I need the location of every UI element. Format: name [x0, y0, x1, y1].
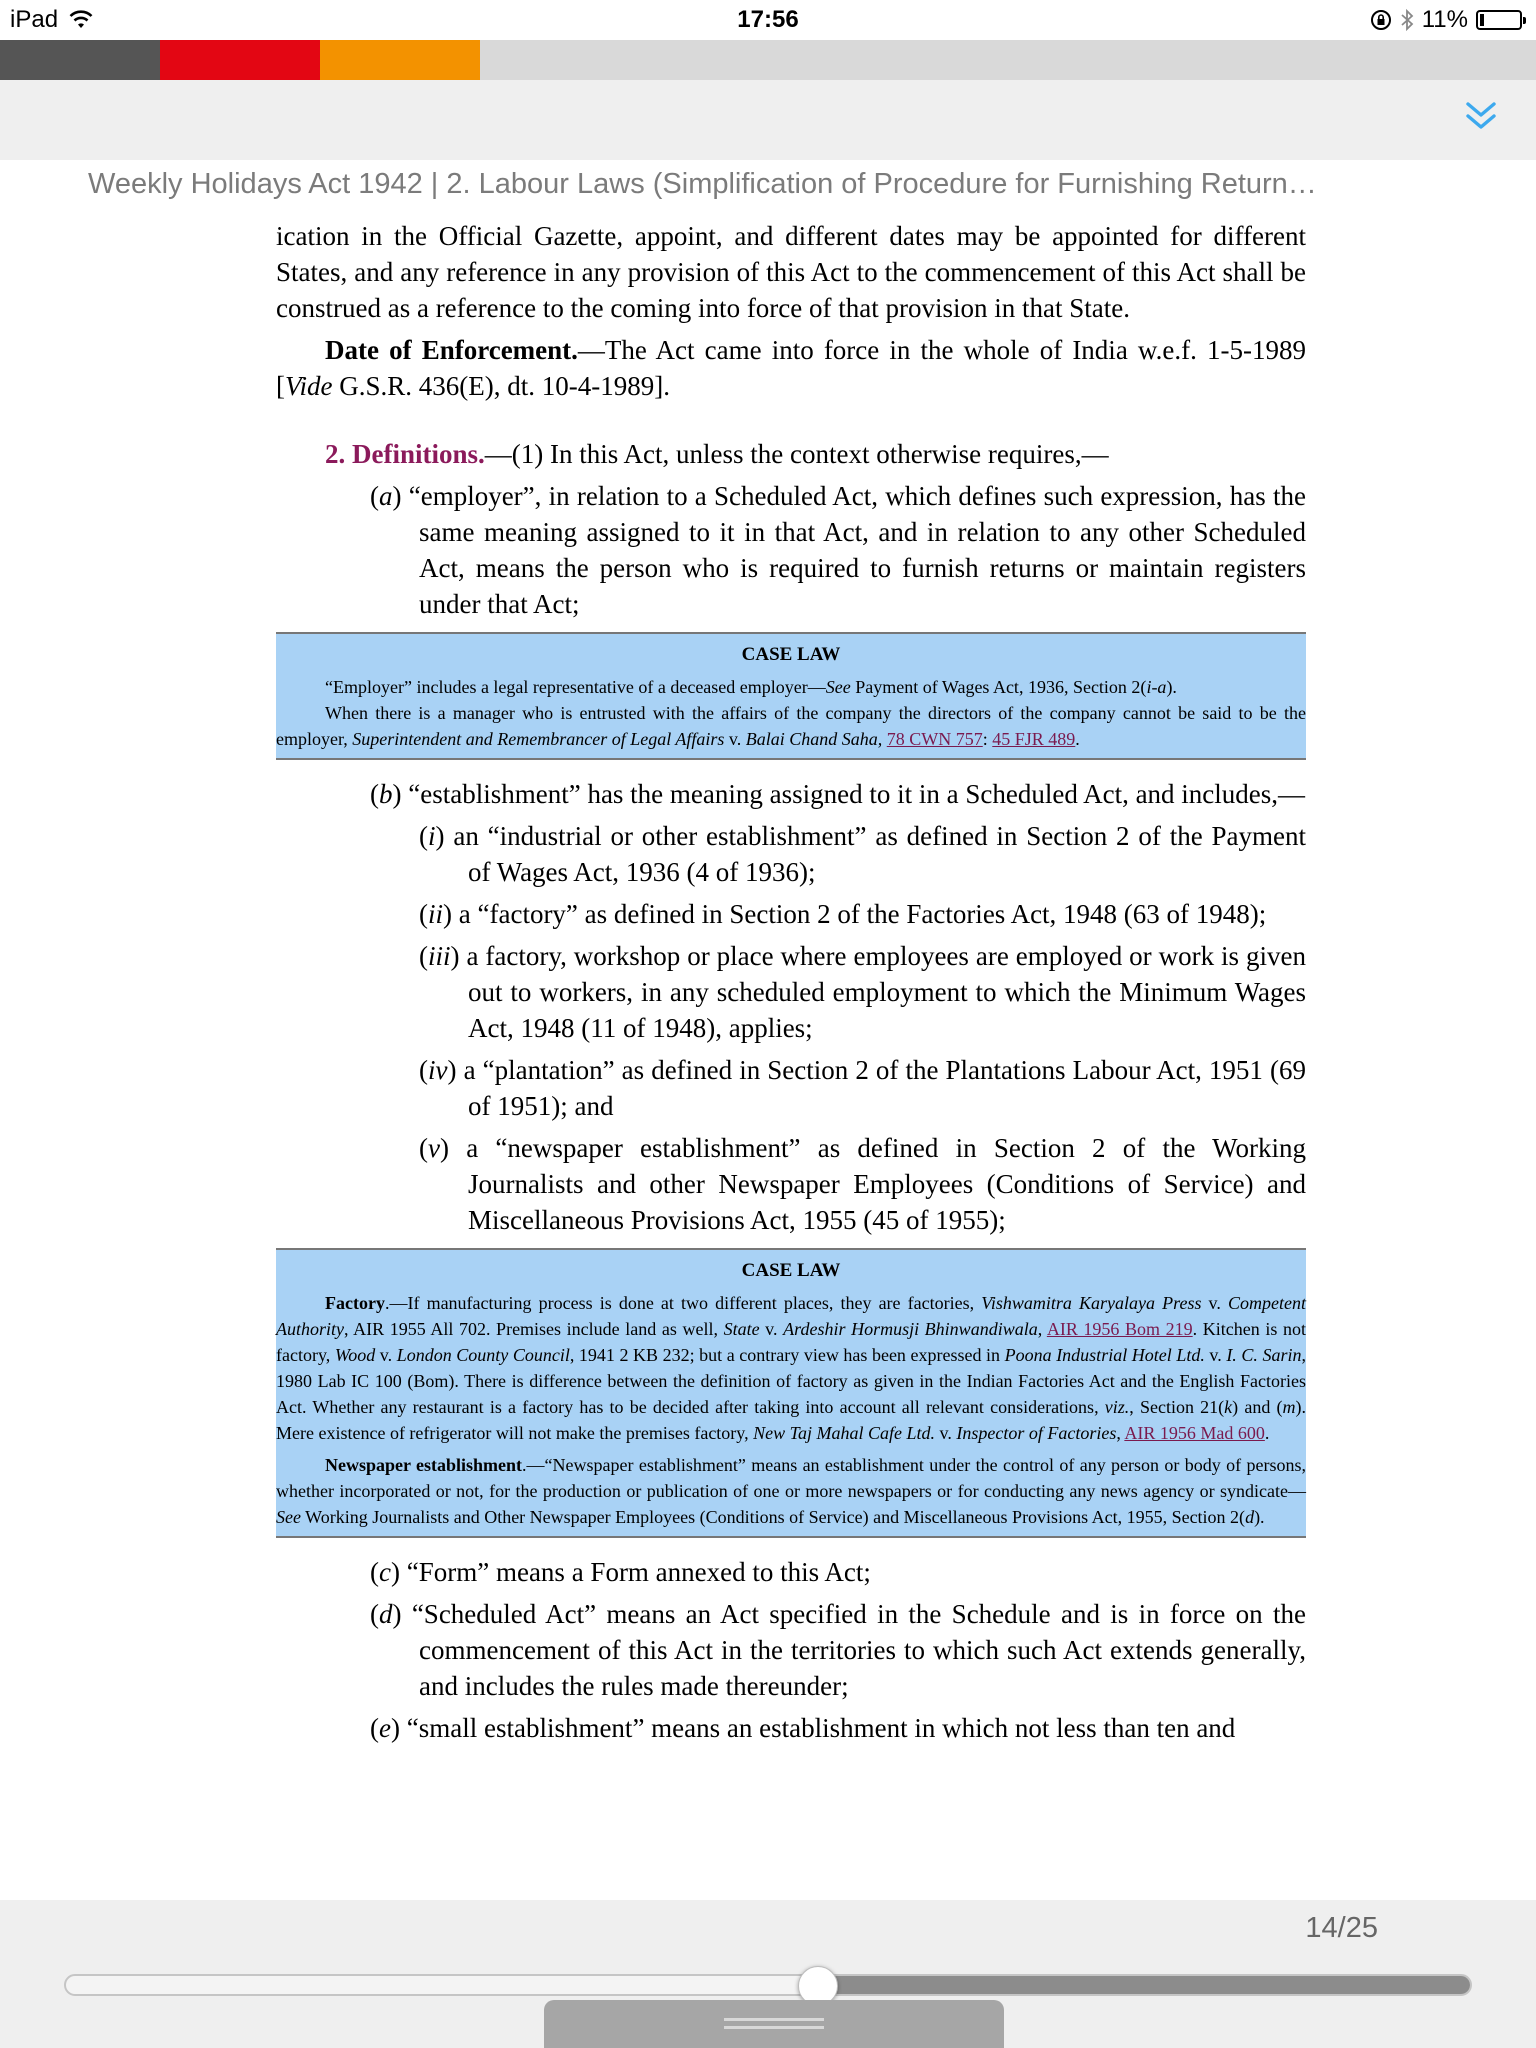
drawer-handle[interactable] — [544, 2000, 1004, 2048]
case-law-heading: CASE LAW — [741, 1260, 841, 1281]
battery-level — [1480, 14, 1484, 26]
section-heading: 2. Definitions. — [325, 439, 485, 469]
page-slider-track[interactable] — [64, 1974, 1472, 1996]
sub-item: (ii) a “factory” as defined in Section 2 of the Factories Act, 1948 (63 of 1948); — [419, 899, 1267, 929]
page-counter: 14/25 — [1305, 1912, 1378, 1944]
case-law-box — [276, 1248, 1306, 1538]
color-segment — [0, 40, 160, 80]
citation-link[interactable]: AIR 1956 Bom 219 — [1046, 1319, 1193, 1339]
bluetooth-icon — [1400, 8, 1414, 32]
definition-item: (b) “establishment” has the meaning assigned to it in a Scheduled Act, and includes,— — [370, 779, 1306, 809]
case-law-paragraph: When there is a manager who is entrusted with the affairs of the company the directors of the company cannot be said to be the employer, Superintendent and Remembrancer of Legal Affairs v. Balai Chand Saha, 78 CWN 757: 45 FJR 489. — [276, 703, 1306, 749]
case-law-paragraph: Newspaper establishment.—“Newspaper establishment” means an establishment under the control of any person or body of persons, whether incorporated or not, for the production or publication of one or more newspapers or for conducting any news agency or syndicate—See Working Journalists and Other Newspaper Employees (Conditions of Service) and Miscellaneous Provisions Act, 1955, Section 2(d). — [276, 1455, 1307, 1527]
color-segment — [160, 40, 320, 80]
sub-item: (iv) a “plantation” as defined in Section 2 of the Plantations Labour Act, 1951 (69 of 1951); and — [419, 1055, 1306, 1121]
section-definitions: 2. Definitions.—(1) In this Act, unless the context otherwise requires,— — [325, 439, 1109, 469]
paragraph: ication in the Official Gazette, appoint, and different dates may be appointed for different States, and any reference in any provision of this Act to the commencement of this Act shall be construed as a reference to the coming into force of that provision in that State. — [276, 221, 1306, 323]
page-slider-fill — [815, 1976, 1470, 1994]
grip-line — [724, 2018, 824, 2021]
document-title: Weekly Holidays Act 1942 | 2. Labour Laws (Simplification of Procedure for Furnishing Return… — [88, 168, 1317, 200]
device-name: iPad — [10, 6, 59, 33]
grip-line — [724, 2026, 824, 2029]
color-bar — [0, 40, 1536, 80]
case-law-box — [276, 632, 1306, 760]
enforcement-paragraph: Date of Enforcement.—The Act came into force in the whole of India w.e.f. 1-5-1989 [Vide G.S.R. 436(E), dt. 10-4-1989]. — [276, 335, 1306, 401]
battery-percent: 11% — [1421, 6, 1468, 33]
top-toolbar — [0, 80, 1536, 160]
citation-link[interactable]: AIR 1956 Mad 600 — [1124, 1423, 1265, 1443]
case-law-paragraph: Factory.—If manufacturing process is done at two different places, they are factories, Vishwamitra Karyalaya Press v. Competent Authority, AIR 1955 All 702. Premises include land as well, State v. Ardeshir Hormusji Bhinwandiwala, AIR 1956 Bom 219. Kitchen is not factory, Wood v. London County Council, 1941 2 KB 232; but a contrary view has been expressed in Poona Industrial Hotel Ltd. v. I. C. Sarin, 1980 Lab IC 100 (Bom). There is difference between the definition of factory as given in the Indian Factories Act and the English Factories Act. Whether any restaurant is a factory has to be decided after taking into account all relevant considerations, viz., Section 21(k) and (m). Mere existence of refrigerator will not make the premises factory, New Taj Mahal Cafe Ltd. v. Inspector of Factories, AIR 1956 Mad 600. — [276, 1293, 1307, 1443]
citation-link[interactable]: 78 CWN 757 — [886, 729, 983, 749]
battery-icon — [1476, 10, 1522, 30]
citation-link[interactable]: 45 FJR 489 — [992, 729, 1076, 749]
sub-item: (i) an “industrial or other establishment” as defined in Section 2 of the Payment of Wages Act, 1936 (4 of 1936); — [419, 821, 1306, 887]
case-law-heading: CASE LAW — [741, 644, 841, 665]
clock: 17:56 — [737, 6, 799, 33]
definition-item: (c) “Form” means a Form annexed to this Act; — [370, 1557, 871, 1587]
definition-item: (e) “small establishment” means an establishment in which not less than ten and — [370, 1713, 1236, 1743]
sub-item: (v) a “newspaper establishment” as defined in Section 2 of the Working Journalists and other Newspaper Employees (Conditions of Service) and Miscellaneous Provisions Act, 1955 (45 of 1955); — [419, 1133, 1306, 1235]
book-page[interactable] — [276, 218, 1306, 1752]
sub-item: (iii) a factory, workshop or place where employees are employed or work is given out to workers, in any scheduled employment to which the Minimum Wages Act, 1948 (11 of 1948), applies; — [419, 941, 1306, 1043]
case-law-paragraph: “Employer” includes a legal representative of a deceased employer—See Payment of Wages Act, 1936, Section 2(i-a). — [325, 677, 1177, 697]
color-segment — [320, 40, 480, 80]
orientation-lock-icon — [1370, 9, 1392, 31]
definition-item: (d) “Scheduled Act” means an Act specified in the Schedule and is in force on the commencement of this Act in the territories to which such Act extends generally, and includes the rules made thereunder; — [370, 1599, 1306, 1701]
status-bar — [0, 0, 1536, 40]
double-chevron-down-icon[interactable] — [1458, 94, 1504, 140]
definition-item: (a) “employer”, in relation to a Scheduled Act, which defines such expression, has the same meaning assigned to it in that Act, and in relation to any other Scheduled Act, means the person who is required to furnish returns or maintain registers under that Act; — [370, 481, 1306, 619]
